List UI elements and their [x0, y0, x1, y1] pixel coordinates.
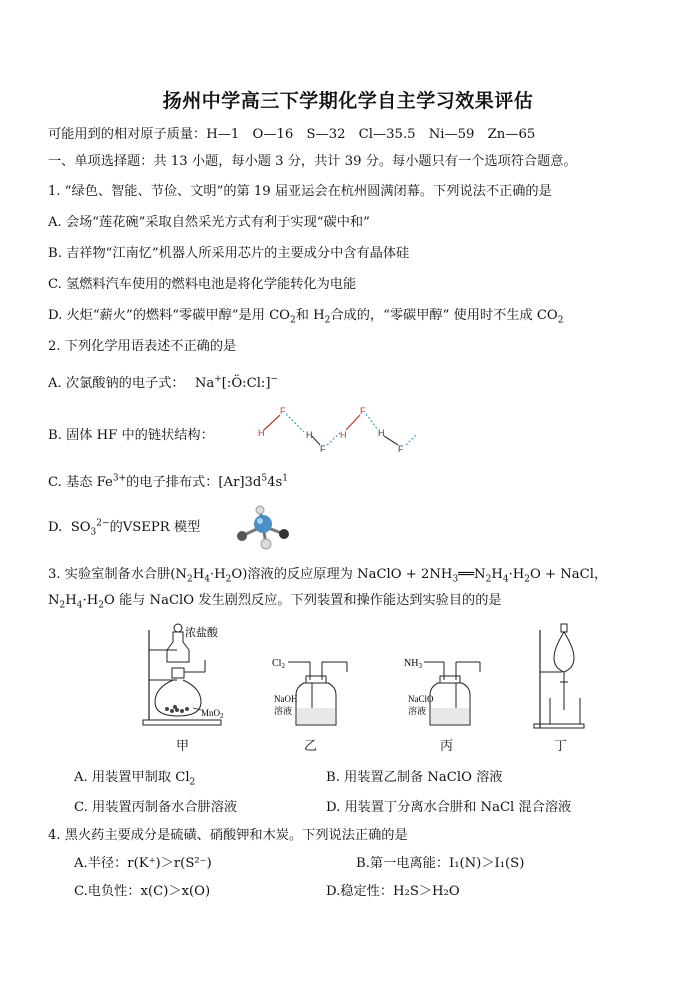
label-yi: 乙	[304, 739, 318, 754]
apparatus-bing	[404, 652, 494, 730]
q1-option-d: D. 火炬“薪火”的燃料“零碳甲醇”是用 $CO_2$和 $H_2$合成的，“零碳甲醇” 使用时不生成 $CO_2$	[48, 308, 564, 326]
label-jia: 甲	[176, 739, 190, 754]
label-ding: 丁	[554, 739, 568, 754]
q1-stem: 1. “绿色、智能、节俭、文明”的第 19 届亚运会在杭州圆满闭幕。下列说法不正确的是	[48, 184, 552, 199]
q3-option-d: D. 用装置丁分离水合肼和 NaCl 混合溶液	[326, 800, 572, 815]
label-bing: 丙	[440, 739, 454, 754]
q4-option-d: D.稳定性：H₂S＞H₂O	[326, 884, 460, 899]
q2-option-b: B. 固体 HF 中的链状结构：	[48, 428, 214, 443]
page-title: 扬州中学高三下学期化学自主学习效果评估	[162, 90, 534, 112]
q4-option-b: B.第一电离能：I₁(N)＞I₁(S)	[356, 856, 525, 871]
q3-option-c: C. 用装置丙制备水合肼溶液	[74, 800, 238, 815]
apparatus-ding	[530, 620, 590, 732]
hf-h-3: H	[340, 430, 347, 440]
label-hcl: 浓盐酸	[185, 627, 218, 639]
q2-stem: 2. 下列化学用语表述不正确的是	[48, 339, 237, 354]
hf-f-1: F	[280, 406, 286, 416]
hf-h-1: H	[258, 428, 265, 438]
label-naclo: NaClO	[408, 694, 434, 704]
atomic-masses: 可能用到的相对原子质量：H—1 O—16 S—32 Cl—35.5 Ni—59 Zn—65	[48, 127, 536, 142]
label-naoh: NaOH	[274, 694, 298, 704]
label-cl2: $Cl_2$	[272, 658, 285, 670]
q1-option-c: C. 氢燃料汽车使用的燃料电池是将化学能转化为电能	[48, 277, 357, 292]
q4-option-c: C.电负性：x(C)＞x(O)	[74, 884, 211, 899]
q3-stem-line2: $N_2H_4\cdot H_2O$ 能与 NaClO 发生剧烈反应。下列装置和操作能达到实验目的的是	[48, 593, 502, 611]
q2-option-c: C. 基态 $Fe^{3+}$的电子排布式：$[Ar]3d^54s^1$	[48, 473, 288, 490]
q4-stem: 4. 黑火药主要成分是硫磺、硝酸钾和木炭。下列说法正确的是	[48, 828, 408, 843]
vsepr-model-icon	[230, 502, 300, 552]
hf-f-4: F	[398, 444, 404, 454]
q4-option-a: A.半径：r(K⁺)＞r(S²⁻)	[74, 856, 212, 871]
q2-option-a: A. 次氯酸钠的电子式： Na+[:Ö:Cl:]−	[48, 374, 279, 391]
q3-option-a: A. 用装置甲制取 $Cl_2$	[74, 770, 196, 788]
hf-h-2: H	[306, 430, 313, 440]
hf-h-4: H	[378, 428, 385, 438]
hf-f-2: F	[320, 444, 326, 454]
q3-option-b: B. 用装置乙制备 NaClO 溶液	[326, 770, 503, 785]
label-mno2: MnO$_2$	[201, 708, 224, 720]
apparatus-yi	[272, 652, 362, 730]
apparatus-jia	[135, 620, 255, 732]
q3-stem-line1: 3. 实验室制备水合肼$(N_2H_4\cdot H_2O)$溶液的反应原理为 NaClO + $2NH_3══N_2H_4\cdot H_2O$ + NaCl，	[48, 567, 608, 585]
label-rongye-1: 溶液	[274, 706, 293, 716]
q2-option-d: D. $SO_3^{2-}$的VSEPR 模型	[48, 518, 201, 538]
label-nh3: $NH_3$	[404, 658, 422, 670]
q1-option-a: A. 会场“莲花碗”采取自然采光方式有利于实现“碳中和”	[48, 215, 370, 230]
section-heading: 一、单项选择题：共 13 小题，每小题 3 分，共计 39 分。每小题只有一个选项符合题意。	[48, 154, 577, 169]
q1-option-b: B. 吉祥物“江南忆”机器人所采用芯片的主要成分中含有晶体硅	[48, 246, 410, 261]
electron-formula: Na+[:Ö:Cl:]−	[194, 374, 279, 391]
hf-chain-diagram	[250, 400, 420, 458]
label-rongye-2: 溶液	[408, 706, 427, 716]
hf-f-3: F	[360, 406, 366, 416]
